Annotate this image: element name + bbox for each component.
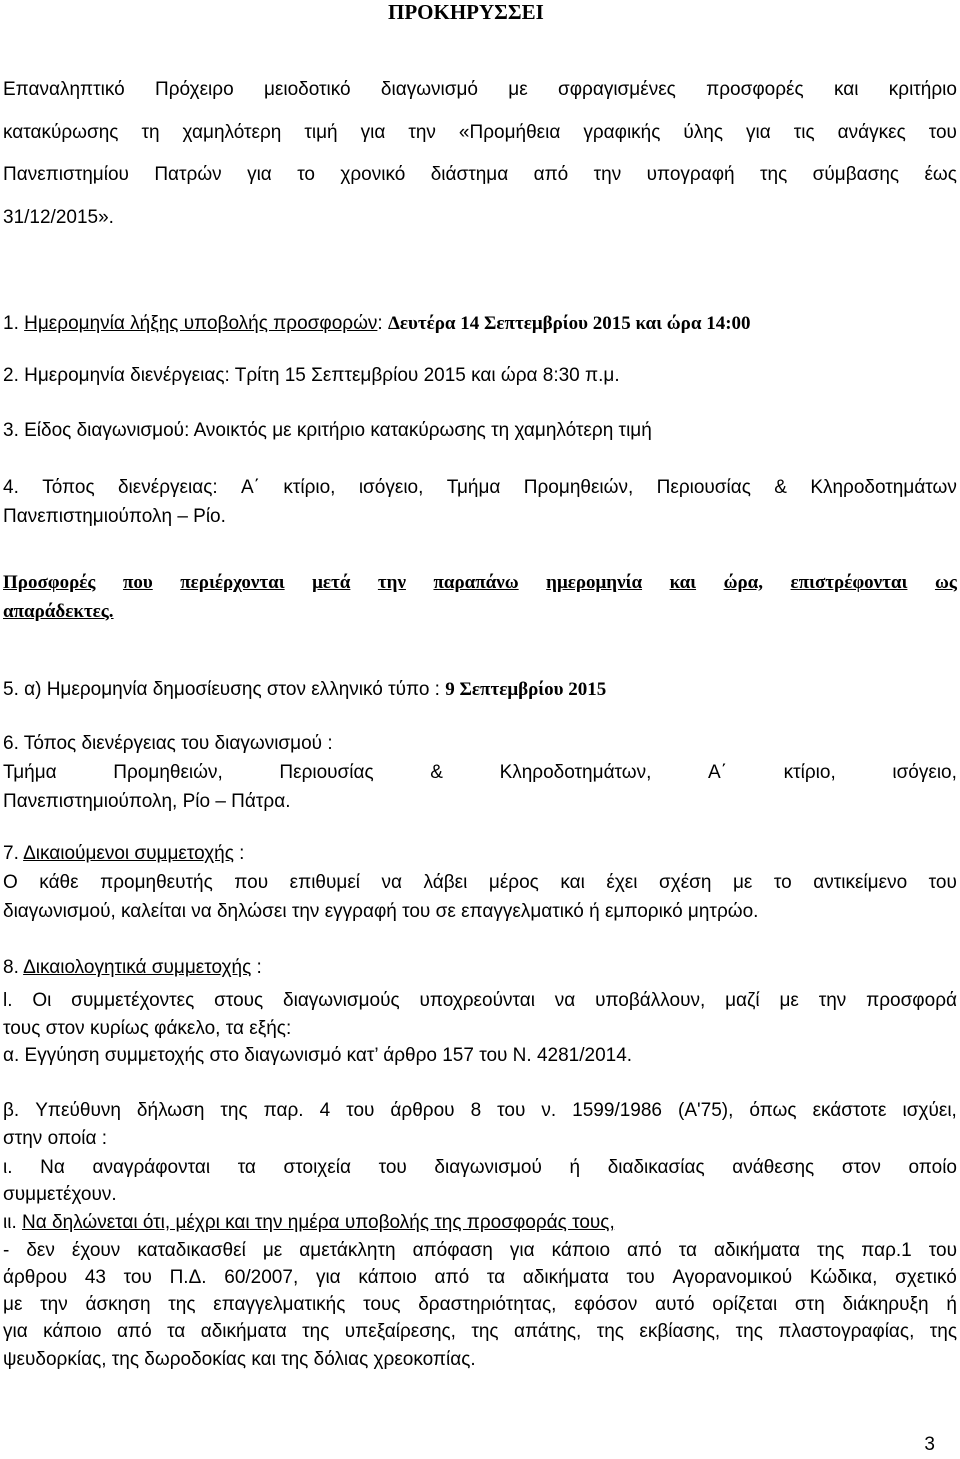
word: ν.	[541, 1100, 557, 1121]
word: στον	[841, 1157, 881, 1178]
word: Αγορανομικού	[672, 1267, 793, 1288]
word: απάτης,	[514, 1321, 582, 1342]
word: με	[779, 990, 799, 1011]
word: διαγωνισμούς	[283, 990, 400, 1011]
word: περιέρχονται	[180, 572, 285, 593]
deadline-sep: :	[377, 313, 383, 334]
word: ι.	[3, 1157, 13, 1178]
word: Π.Δ.	[169, 1267, 207, 1288]
word: για	[247, 164, 272, 185]
publication-value: 9 Σεπτεμβρίου 2015	[445, 679, 607, 700]
dash-line-3	[3, 1294, 957, 1316]
word: οποίο	[908, 1157, 957, 1178]
eligibility-line-1	[3, 872, 957, 894]
declaration-ii-text: Να δηλώνεται ότι, μέχρι και την ημέρα υποβολής της προσφοράς τους,	[22, 1212, 615, 1233]
warning-line-2: απαράδεκτες.	[3, 601, 114, 622]
word: l.	[3, 990, 13, 1011]
word: διενέργειας:	[117, 477, 218, 498]
word: της	[471, 1321, 499, 1342]
word: για	[509, 1240, 535, 1261]
word: τη	[141, 122, 160, 143]
word: τα	[237, 1157, 256, 1178]
word: που	[122, 572, 153, 593]
word: του	[928, 1240, 957, 1261]
word: έχει	[606, 872, 638, 893]
deadline-value: Δευτέρα 14 Σεπτεμβρίου 2015 και ώρα 14:00	[387, 313, 751, 334]
word: παρ.	[263, 1100, 304, 1121]
dash-line-5: ψευδορκίας, της δωροδοκίας και της δόλιας χρεοκοπίας.	[3, 1349, 476, 1370]
word: έχουν	[71, 1240, 121, 1261]
word: με	[3, 1294, 23, 1315]
word: τις	[793, 122, 815, 143]
word: ως	[934, 572, 957, 593]
word: την	[593, 164, 622, 185]
word: κατακύρωσης	[3, 122, 119, 143]
word: τα	[678, 1240, 697, 1261]
documents-line-2: τους στον κυρίως φάκελο, τα εξής:	[3, 1018, 292, 1039]
word: στους	[214, 990, 264, 1011]
word: κτίριο,	[783, 762, 836, 783]
word: επιστρέφονται	[790, 572, 908, 593]
word: μέρος	[488, 872, 539, 893]
warning-line-1	[3, 572, 957, 594]
declaration-ii: ιι. Να δηλώνεται ότι, μέχρι και την ημέρα υποβολής της προσφοράς τους,	[3, 1212, 615, 1233]
word: ή	[946, 1294, 957, 1315]
word: Τόπος	[42, 477, 95, 498]
word: Α΄	[241, 477, 260, 498]
word: 1599/1986	[572, 1100, 662, 1121]
word: αυτό	[655, 1294, 695, 1315]
word: σχέση	[659, 872, 712, 893]
word: μαζί	[725, 990, 760, 1011]
word: υποχρεούνται	[419, 990, 535, 1011]
word: επαγγελματικής	[213, 1294, 346, 1315]
word: από	[533, 164, 569, 185]
word: ισόγειο,	[892, 762, 957, 783]
word: για	[360, 122, 386, 143]
word: ορίζεται	[712, 1294, 778, 1315]
word: συμμετέχοντες	[71, 990, 195, 1011]
word: αδικήματα	[713, 1240, 800, 1261]
word: άρθρου	[3, 1267, 68, 1288]
word: και	[833, 79, 859, 100]
word: Να	[40, 1157, 65, 1178]
word: Τμήμα	[3, 762, 57, 783]
eligibility-heading: 7. Δικαιούμενοι συμμετοχής :	[3, 843, 245, 864]
intro-line-1	[3, 79, 957, 101]
word: 60/2007,	[224, 1267, 299, 1288]
venue-label: Τόπος διενέργειας του διαγωνισμού	[23, 733, 323, 754]
word: χαμηλότερη	[182, 122, 282, 143]
word: μειοδοτικό	[263, 79, 351, 100]
word: με	[262, 1240, 283, 1261]
word: διαγωνισμό	[380, 79, 478, 100]
word: &	[774, 477, 787, 498]
word: λάβει	[423, 872, 468, 893]
word: κάποιο	[551, 1240, 611, 1261]
word: του	[346, 1100, 375, 1121]
contest-type-item: 3. Είδος διαγωνισμού: Ανοικτός με κριτήριο κατακύρωσης τη χαμηλότερη τιμή	[3, 420, 652, 441]
publication-label: 5. α) Ημερομηνία δημοσίευσης στον ελληνικό τύπο :	[3, 679, 440, 700]
word: του	[626, 1267, 655, 1288]
word: αδικήματα	[200, 1321, 287, 1342]
word: της	[596, 1321, 624, 1342]
word: της	[168, 1294, 196, 1315]
word: κριτήριο	[888, 79, 957, 100]
word: ανάγκες	[837, 122, 906, 143]
word: κάποιο	[43, 1321, 102, 1342]
word: για	[3, 1321, 28, 1342]
word: Επαναληπτικό	[3, 79, 125, 100]
word: την	[40, 1294, 68, 1315]
word: για	[315, 1267, 341, 1288]
intro-line-2	[3, 122, 957, 144]
word: Υπεύθυνη	[35, 1100, 121, 1121]
intro-line-4: 31/12/2015».	[3, 207, 114, 228]
dash-line-4	[3, 1321, 957, 1343]
word: έως	[924, 164, 957, 185]
word: υποβάλλουν,	[595, 990, 706, 1011]
deadline-item	[3, 313, 957, 335]
word: την	[818, 990, 847, 1011]
location-line-1	[3, 477, 957, 499]
dash-line-1	[3, 1240, 957, 1262]
venue-heading: 6. Τόπος διενέργειας του διαγωνισμού :	[3, 733, 333, 754]
word: από	[116, 1321, 152, 1342]
word: εκάστοτε	[812, 1100, 887, 1121]
word: όπως	[749, 1100, 797, 1121]
word: δήλωση	[136, 1100, 205, 1121]
documents-label: Δικαιολογητικά συμμετοχής	[23, 957, 252, 978]
word: Οι	[32, 990, 52, 1011]
word: Περιουσίας	[279, 762, 374, 783]
word: της	[735, 1321, 763, 1342]
word: το	[773, 872, 792, 893]
word: υπεξαίρεσης,	[344, 1321, 456, 1342]
word: Κώδικα,	[809, 1267, 878, 1288]
word: -	[3, 1240, 10, 1261]
word: κάθε	[39, 872, 79, 893]
word: προμηθευτής	[100, 872, 213, 893]
word: του	[378, 1157, 407, 1178]
word: απόφαση	[412, 1240, 493, 1261]
word: προσφορά	[866, 990, 957, 1011]
word: δεν	[26, 1240, 55, 1261]
word: Κληροδοτημάτων	[810, 477, 957, 498]
venue-line-1	[3, 762, 957, 784]
word: κτίριο,	[283, 477, 336, 498]
word: στη	[794, 1294, 825, 1315]
word: που	[234, 872, 269, 893]
word: Τμήμα	[446, 477, 501, 498]
word: παραπάνω	[433, 572, 519, 593]
location-line-2: Πανεπιστημιούπολη – Ρίο.	[3, 506, 226, 527]
word: αναγράφονται	[92, 1157, 211, 1178]
declaration-line-1	[3, 1100, 957, 1122]
word: δραστηριότητας,	[418, 1294, 557, 1315]
word: την	[408, 122, 436, 143]
word: ανάθεσης	[732, 1157, 815, 1178]
word: (Α'75),	[678, 1100, 734, 1121]
documents-heading: 8. Δικαιολογητικά συμμετοχής :	[3, 957, 262, 978]
page-title: ΠΡΟΚΗΡΥΣΣΕΙ	[388, 0, 544, 24]
word: της	[929, 1321, 957, 1342]
word: Πρόχειρο	[155, 79, 234, 100]
word: Πανεπιστημίου	[3, 164, 129, 185]
eligibility-line-2: διαγωνισμού, καλείται να δηλώσει την εγγραφή του σε επαγγελματικό ή εμπορικό μητρώο.	[3, 901, 759, 922]
word: διάκηρυξη	[842, 1294, 929, 1315]
word: παρ.1	[861, 1240, 912, 1261]
word: τιμή	[304, 122, 338, 143]
word: 8	[470, 1100, 482, 1121]
word: ύλης	[683, 122, 724, 143]
declaration-line-2: στην οποία :	[3, 1128, 108, 1149]
word: ισόγειο,	[358, 477, 424, 498]
word: στοιχεία	[283, 1157, 351, 1178]
word: τα	[486, 1267, 506, 1288]
declaration-i-line-1	[3, 1157, 957, 1179]
word: με	[732, 872, 753, 893]
word: του	[497, 1100, 526, 1121]
word: εφόσον	[574, 1294, 638, 1315]
word: 43	[84, 1267, 106, 1288]
word: τους	[363, 1294, 401, 1315]
deadline-label: Ημερομηνία λήξης υποβολής προσφορών	[24, 313, 378, 334]
word: αμετάκλητη	[299, 1240, 396, 1261]
word: από	[627, 1240, 662, 1261]
word: της	[760, 164, 788, 185]
word: διάστημα	[430, 164, 509, 185]
deadline-number: 1.	[3, 313, 19, 334]
word: και	[669, 572, 697, 593]
word: &	[430, 762, 443, 783]
word: «Προμήθεια	[458, 122, 561, 143]
word: ισχύει,	[902, 1100, 957, 1121]
word: της	[220, 1100, 248, 1121]
word: την	[377, 572, 406, 593]
word: αντικείμενο	[813, 872, 908, 893]
word: 4.	[3, 477, 19, 498]
word: του	[928, 872, 957, 893]
word: Α΄	[708, 762, 728, 783]
documents-line-1	[3, 990, 957, 1012]
intro-line-3	[3, 164, 957, 186]
word: διαδικασίας	[607, 1157, 705, 1178]
word: άρθρου	[390, 1100, 455, 1121]
word: χρονικό	[340, 164, 406, 185]
word: του	[123, 1267, 152, 1288]
word: να	[381, 872, 403, 893]
word: Ο	[3, 872, 18, 893]
word: Κληροδοτημάτων,	[499, 762, 652, 783]
word: για	[746, 122, 771, 143]
page-number: 3	[924, 1434, 935, 1455]
venue-line-2: Πανεπιστημιούπολη, Ρίο – Πάτρα.	[3, 791, 291, 812]
word: Περιουσίας	[656, 477, 751, 498]
word: Πατρών	[154, 164, 222, 185]
word: να	[554, 990, 576, 1011]
word: σφραγισμένες	[558, 79, 676, 100]
word: ώρα,	[723, 572, 764, 593]
word: κάποιο	[358, 1267, 417, 1288]
word: Προσφορές	[3, 572, 96, 593]
word: καταδικασθεί	[137, 1240, 246, 1261]
word: της	[817, 1240, 845, 1261]
word: ή	[569, 1157, 581, 1178]
word: Προμηθειών,	[523, 477, 634, 498]
dash-line-2	[3, 1267, 957, 1289]
word: σχετικό	[895, 1267, 957, 1288]
word: μετά	[312, 572, 351, 593]
word: β.	[3, 1100, 20, 1121]
word: αδικήματα	[522, 1267, 609, 1288]
conduct-date-item: 2. Ημερομηνία διενέργειας: Τρίτη 15 Σεπτεμβρίου 2015 και ώρα 8:30 π.μ.	[3, 365, 620, 386]
guarantee-item: α. Εγγύηση συμμετοχής στο διαγωνισμό κατ’ άρθρο 157 του Ν. 4281/2014.	[3, 1045, 633, 1066]
word: εκβίασης,	[639, 1321, 721, 1342]
word: σύμβασης	[812, 164, 900, 185]
eligibility-label: Δικαιούμενοι συμμετοχής	[23, 843, 234, 864]
publication-item	[3, 679, 957, 701]
word: το	[297, 164, 315, 185]
word: γραφικής	[583, 122, 661, 143]
word: Προμηθειών,	[113, 762, 223, 783]
word: και	[560, 872, 585, 893]
word: με	[508, 79, 528, 100]
word: 4	[319, 1100, 331, 1121]
word: του	[928, 122, 957, 143]
word: από	[434, 1267, 470, 1288]
word: προσφορές	[706, 79, 804, 100]
word: υπογραφή	[646, 164, 735, 185]
word: διαγωνισμού	[434, 1157, 542, 1178]
word: της	[302, 1321, 330, 1342]
declaration-i-line-2: συμμετέχουν.	[3, 1184, 117, 1205]
word: άσκηση	[85, 1294, 151, 1315]
word: επιθυμεί	[289, 872, 361, 893]
word: τα	[167, 1321, 186, 1342]
word: πλαστογραφίας,	[778, 1321, 915, 1342]
word: ημερομηνία	[546, 572, 643, 593]
